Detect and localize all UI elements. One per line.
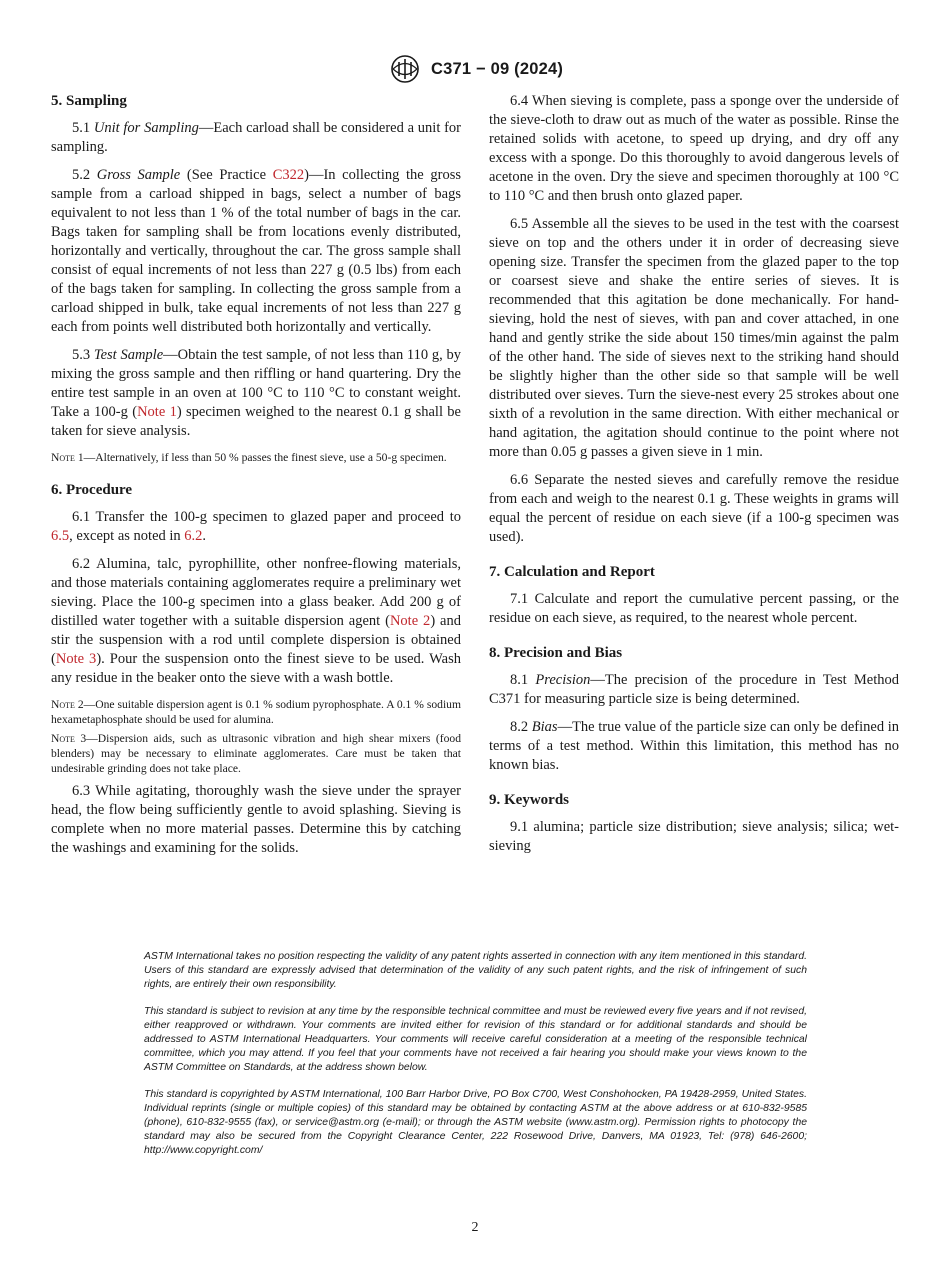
page-number: 2 bbox=[471, 1220, 479, 1235]
section-heading: 7. Calculation and Report bbox=[489, 564, 655, 580]
paragraph-6-1 bbox=[51, 508, 461, 546]
note-label: Note 3 bbox=[51, 732, 87, 745]
note-3 bbox=[51, 731, 461, 776]
paragraph-text: . bbox=[202, 528, 207, 544]
paragraph-text: ) specimen weighed to the nearest 0.1 g shall be taken for sieve analysis. bbox=[51, 404, 461, 439]
paragraph-number: 8.1 bbox=[510, 672, 536, 688]
footer-patent-notice: ASTM International takes no position respecting the validity of any patent rights asserted in connection with any item mentioned in this standard. Users of this standard are expressly advised that determination of the validity of any such patent rights, and the risk of infringement of such rights, are entirely their own responsibility. bbox=[144, 951, 807, 990]
right-column bbox=[489, 92, 899, 865]
paragraph-text: —The precision of the procedure in Test Method C371 for measuring particle size is being determined. bbox=[489, 672, 900, 707]
note-1 bbox=[51, 450, 461, 465]
reference-link-c322[interactable]: C322 bbox=[272, 167, 305, 183]
paragraph-title: Unit for Sampling bbox=[93, 120, 199, 136]
paragraph-7-1: 7.1 Calculate and report the cumulative percent passing, or the residue on each sieve, as required, to the nearest whole percent. bbox=[489, 591, 899, 626]
section-heading: 9. Keywords bbox=[489, 792, 569, 808]
paragraph-number: 5.3 bbox=[72, 347, 94, 363]
reference-link-note-1[interactable]: Note 1 bbox=[137, 404, 177, 420]
section-heading: 6. Procedure bbox=[51, 482, 133, 498]
reference-link-6-5[interactable]: 6.5 bbox=[51, 528, 70, 544]
paragraph-5-2 bbox=[51, 166, 461, 337]
reference-link-note-3[interactable]: Note 3 bbox=[55, 651, 97, 667]
paragraph-number: 5.2 bbox=[72, 167, 97, 183]
section-heading: 5. Sampling bbox=[51, 93, 127, 109]
left-column bbox=[51, 92, 461, 867]
paragraph-number: 8.2 bbox=[510, 719, 532, 735]
paragraph-title: Bias bbox=[531, 719, 558, 735]
document-id: C371 − 09 (2024) bbox=[430, 59, 564, 78]
paragraph-6-4: 6.4 When sieving is complete, pass a sponge over the underside of the sieve-cloth to draw out as much of the water as possible. Rinse the retained solids with acetone, to speed up drying, and dry off any excess with a sponge. Do this thoroughly to avoid dangerous levels of acetone in the oven. Dry the sieve and specimen thoroughly at 100 °C to 110 °C and then brush onto glazed paper. bbox=[489, 93, 899, 204]
footer-revision-notice: This standard is subject to revision at any time by the responsible technical committee and must be reviewed every five years and if not revised, either reapproved or withdrawn. Your comments are invited either for revision of this standard or for additional standards and should be addressed to ASTM International Headquarters. Your comments will receive careful consideration at a meeting of the responsible technical committee, which you may attend. If you feel that your comments have not received a fair hearing you should make your views known to the ASTM Committee on Standards, at the address shown below. bbox=[144, 1006, 807, 1073]
paragraph-9-1: 9.1 alumina; particle size distribution; sieve analysis; silica; wet-sieving bbox=[489, 819, 899, 854]
astm-logo-icon bbox=[387, 54, 423, 84]
note-text: —Alternatively, if less than 50 % passes the finest sieve, use a 50-g specimen. bbox=[83, 451, 447, 464]
paragraph-text: ). Pour the suspension onto the finest sieve to be used. Wash any residue in the beaker onto the sieve with a wash bottle. bbox=[51, 651, 462, 686]
paragraph-text: 6.1 Transfer the 100-g specimen to glazed paper and proceed to bbox=[72, 509, 461, 525]
notes-block bbox=[51, 697, 461, 776]
paragraph-6-3: 6.3 While agitating, thoroughly wash the sieve under the sprayer head, the flow being sufficiently gentle to avoid splashing. Sieving is complete when no more material passes. Determine this by catching the washings and examining for the solids. bbox=[51, 783, 461, 856]
paragraph-title: Precision bbox=[535, 672, 591, 688]
paragraph-6-2 bbox=[51, 555, 461, 688]
paragraph-text: —The true value of the particle size can only be defined in terms of a test method. Within this limitation, this method has no known bias. bbox=[489, 719, 900, 773]
paragraph-text: , except as noted in bbox=[69, 528, 185, 544]
paragraph-6-6: 6.6 Separate the nested sieves and carefully remove the residue from each and weigh to the nearest 0.1 g. These weights in grams will equal the percent of residue on each sieve (if a 100-g specimen was used). bbox=[489, 472, 899, 545]
paragraph-8-2 bbox=[489, 718, 899, 775]
paragraph-text: 6.2 Alumina, talc, pyrophillite, other nonfree-flowing materials, and those materials containing agglomerates require a preliminary wet sieving. Place the 100-g specimen into a glass beaker. Add 200 g of distilled water together with a suitable dispersion agent ( bbox=[51, 556, 461, 629]
paragraph-text: —Obtain the test sample, of not less than 110 g, by mixing the gross sample and then riffling or hand quartering. Dry the entire test sample in an oven at 100 °C to 110 °C to constant weight. Take a 100-g ( bbox=[51, 347, 462, 420]
note-label: Note 1 bbox=[51, 451, 84, 464]
paragraph-5-3 bbox=[51, 346, 461, 441]
paragraph-number: 5.1 bbox=[72, 120, 94, 136]
paragraph-text: (See Practice bbox=[180, 167, 273, 183]
paragraph-title: Test Sample bbox=[93, 347, 164, 363]
legal-footer bbox=[144, 950, 807, 1171]
reference-link-6-2[interactable]: 6.2 bbox=[184, 528, 203, 544]
paragraph-text: )—In collecting the gross sample from a carload shipped in bags, select a number of bags equivalent to not less than 1 % of the total number of bags in the car. Bags taken for sampling shall be from locations evenly distributed, horizontally and vertically, throughout the car. The gross sample shall consist of equal increments of not less than 227 g (0.5 lbs) from each of the bags taken for sampling. In collecting the gross sample from a carload shipped in bulk, take equal increments of not less than 227 g each from points well distributed both horizontally and vertically. bbox=[51, 167, 461, 335]
note-text: —One suitable dispersion agent is 0.1 % sodium pyrophosphate. A 0.1 % sodium hexametaphosphate should be used for alumina. bbox=[51, 698, 461, 726]
paragraph-text: ) and stir the suspension with a rod until complete dispersion is obtained ( bbox=[51, 613, 461, 667]
paragraph-title: Gross Sample bbox=[96, 167, 181, 183]
note-text: —Dispersion aids, such as ultrasonic vibration and high shear mixers (food blenders) may be necessary to eliminate agglomerates. Care must be taken that undesirable grinding does not take place. bbox=[51, 732, 461, 775]
paragraph-5-1 bbox=[51, 119, 461, 157]
paragraph-text: —Each carload shall be considered a unit for sampling. bbox=[51, 120, 461, 155]
paragraph-6-5: 6.5 Assemble all the sieves to be used in the test with the coarsest sieve on top and the others under it in order of decreasing sieve opening size. Transfer the specimen from the glazed paper to the top or coarsest sieve and shake the entire series of sieves. It is recommended that this agitation be done mechanically. For hand-sieving, hold the nest of sieves, with pan and cover attached, in one hand and gently strike the side about 150 times/min against the palm of the other hand. The side of sieves next to the striking hand should be slightly higher than the other side so that sample will be well distributed over sieves. Turn the sieve-nest every 25 strokes about one sixth of a revolution in the same direction. With either mechanical or hand agitation, the agitation should continue to the point where not more than 0.05 g passes a given sieve in 1 min. bbox=[489, 216, 899, 460]
section-heading: 8. Precision and Bias bbox=[489, 645, 623, 661]
note-2 bbox=[51, 697, 461, 727]
footer-copyright-notice: This standard is copyrighted by ASTM International, 100 Barr Harbor Drive, PO Box C700, West Conshohocken, PA 19428-2959, United States. Individual reprints (single or multiple copies) of this standard may be obtained by contacting ASTM at the above address or at 610-832-9585 (phone), 610-832-9555 (fax), or service@astm.org (e-mail); or through the ASTM website (www.astm.org). Permission rights to photocopy the standard may also be secured from the Copyright Clearance Center, 222 Rosewood Drive, Danvers, MA 01923, Tel: (978) 646-2600; http://www.copyright.com/ bbox=[144, 1089, 807, 1156]
reference-link-note-2[interactable]: Note 2 bbox=[389, 613, 431, 629]
page-header bbox=[0, 54, 950, 84]
note-label: Note 2 bbox=[51, 698, 84, 711]
paragraph-8-1 bbox=[489, 671, 899, 709]
